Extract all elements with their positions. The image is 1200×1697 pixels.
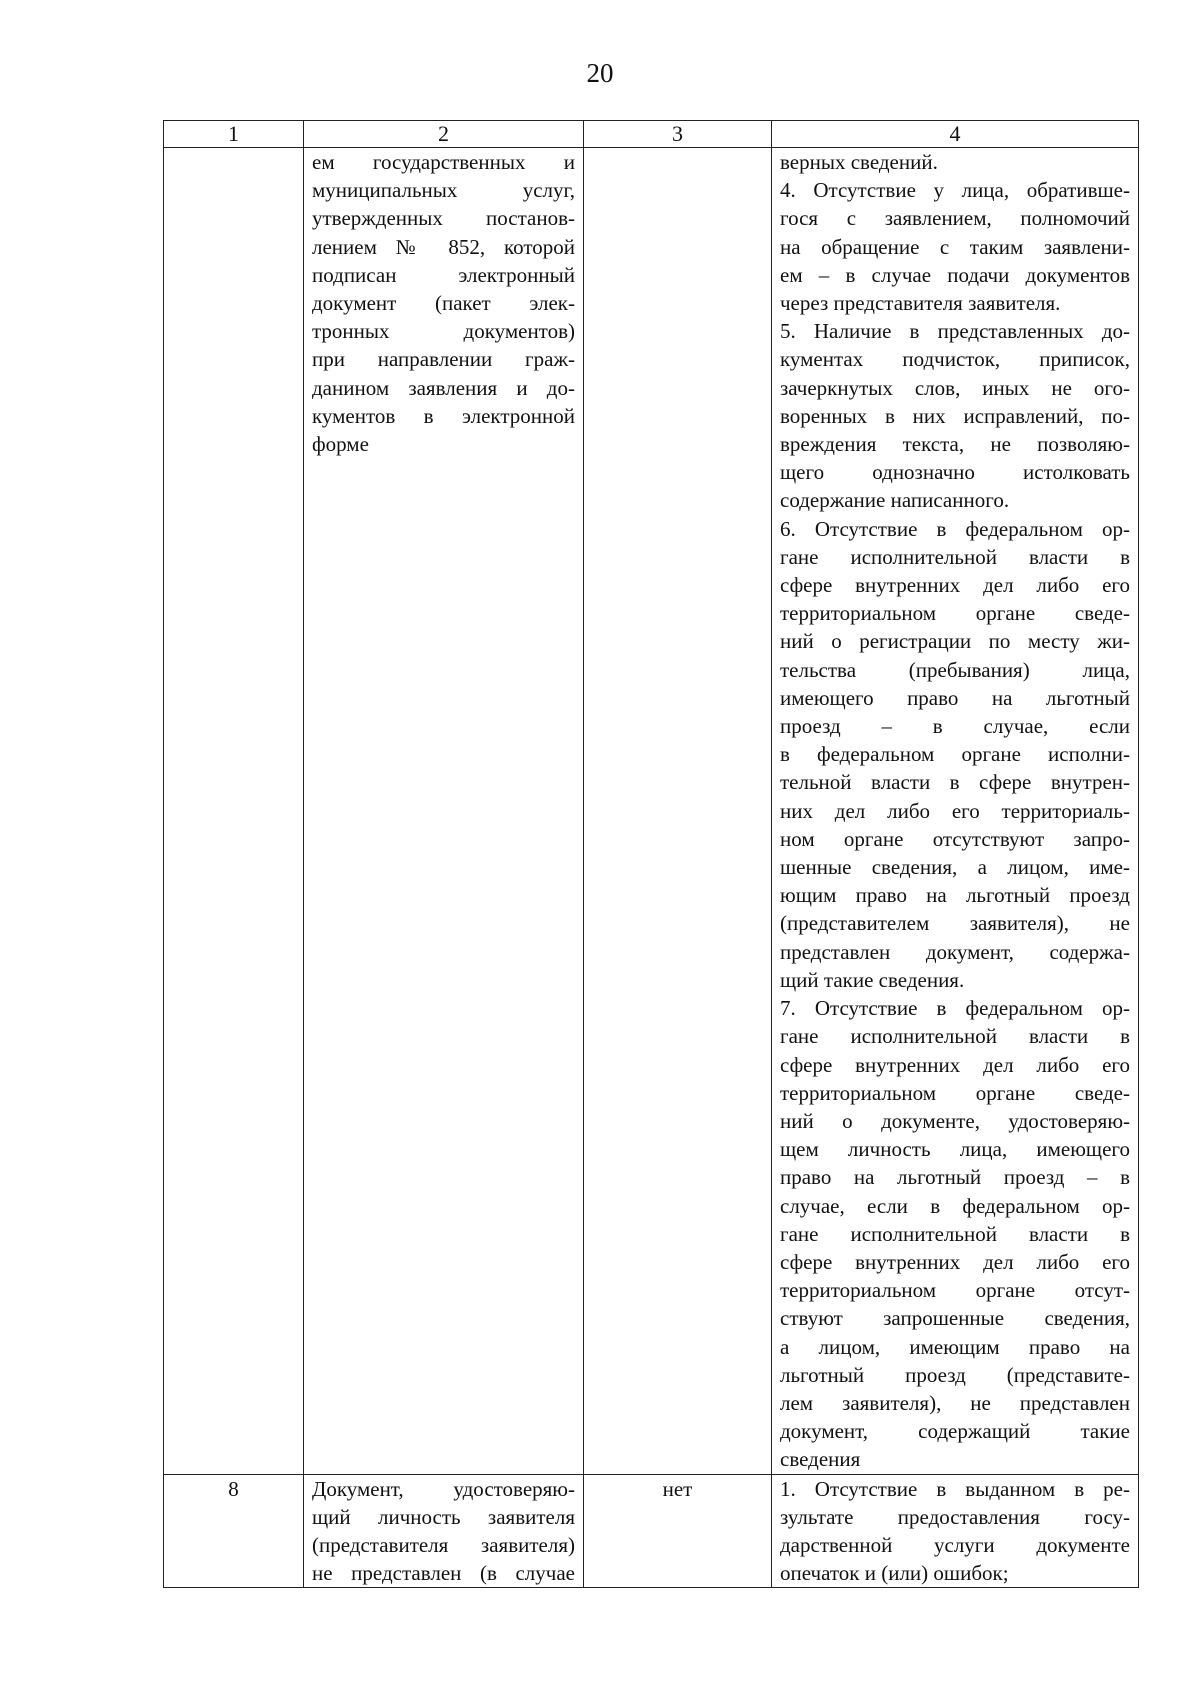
text-line: гане исполнительной власти в [780, 544, 1130, 569]
cell-flag: нет [584, 1474, 772, 1588]
text-line: при направлении граж- [312, 347, 575, 372]
text-line: содержание написанного. [780, 488, 1010, 513]
text-line: документ (пакет элек- [312, 291, 575, 316]
text-line: них дел либо его территориаль- [780, 798, 1130, 823]
text-line: верных сведений. [780, 150, 938, 174]
text-line: сфере внутренних дел либо его [780, 1052, 1130, 1077]
text-line: щий личность заявителя [312, 1504, 575, 1529]
column-header-4: 4 [772, 121, 1139, 148]
text-line: случае, если в федеральном ор- [780, 1193, 1130, 1218]
text-line: кументах подчисток, приписок, [780, 347, 1130, 372]
text-line: 1. Отсутствие в выданном в ре- [780, 1476, 1130, 1501]
text-line: 7. Отсутствие в федеральном ор- [780, 996, 1130, 1021]
text-line: сведения [780, 1447, 861, 1472]
text-line: тельства (пребывания) лица, [780, 657, 1130, 682]
text-line: гане исполнительной власти в [780, 1221, 1130, 1246]
text-line: ний о документе, удостоверяю- [780, 1108, 1130, 1133]
text-line: на обращение с таким заявлени- [780, 234, 1130, 259]
text-line: ствуют запрошенные сведения, [780, 1306, 1130, 1331]
text-line: муниципальных услуг, [312, 178, 575, 203]
text-line: в федеральном органе исполни- [780, 742, 1130, 767]
cell-number [164, 148, 304, 1475]
text-line: (представителя заявителя) [312, 1532, 575, 1557]
text-line: тронных документов) [312, 319, 575, 344]
text-line: ем – в случае подачи документов [780, 262, 1130, 287]
cell-flag [584, 148, 772, 1475]
text-line: через представителя заявителя. [780, 291, 1061, 316]
text-line: 4. Отсутствие у лица, обративше- [780, 178, 1130, 203]
column-header-3: 3 [584, 121, 772, 148]
text-line: щего однозначно истолковать [780, 460, 1130, 485]
column-header-1: 1 [164, 121, 304, 148]
text-line: право на льготный проезд – в [780, 1165, 1130, 1190]
text-line: ющим право на льготный проезд [780, 883, 1130, 908]
text-line: дарственной услуги документе [780, 1532, 1130, 1557]
text-line: территориальном органе сведе- [780, 601, 1130, 626]
text-line: подписан электронный [312, 262, 575, 287]
text-line: территориальном органе отсут- [780, 1278, 1130, 1303]
text-line: льготный проезд (представите- [780, 1362, 1130, 1387]
text-line: представлен документ, содержа- [780, 939, 1130, 964]
text-line: лением № 852, которой [312, 234, 575, 259]
text-line: шенные сведения, а лицом, име- [780, 855, 1130, 880]
cell-grounds [772, 1474, 1139, 1588]
cell-number: 8 [164, 1474, 304, 1588]
text-line: форме [312, 432, 369, 457]
text-line: тельной власти в сфере внутрен- [780, 770, 1130, 795]
table-row [164, 1474, 1139, 1588]
text-line: проезд – в случае, если [780, 714, 1130, 739]
text-line: ном органе отсутствуют запро- [780, 826, 1130, 851]
page-number: 20 [586, 58, 614, 88]
text-line: Документ, удостоверяю- [312, 1476, 575, 1501]
text-line: воренных в них исправлений, по- [780, 403, 1130, 428]
text-line: опечаток и (или) ошибок; [780, 1561, 1009, 1586]
text-line: утвержденных постанов- [312, 206, 575, 231]
cell-document [304, 148, 584, 1475]
table-header-row [164, 121, 1139, 148]
text-line: щем личность лица, имеющего [780, 1137, 1130, 1162]
text-line: данином заявления и до- [312, 375, 575, 400]
text-line: вреждения текста, не позволяю- [780, 432, 1130, 457]
table-row [164, 148, 1139, 1475]
text-line: 6. Отсутствие в федеральном ор- [780, 516, 1130, 541]
text-line: щий такие сведения. [780, 967, 965, 992]
text-line: лем заявителя), не представлен [780, 1390, 1130, 1415]
text-line: гося с заявлением, полномочий [780, 206, 1130, 231]
cell-document [304, 1474, 584, 1588]
document-table [163, 120, 1139, 1588]
text-line: территориальном органе сведе- [780, 1080, 1130, 1105]
cell-grounds [772, 148, 1139, 1475]
text-line: не представлен (в случае [312, 1561, 575, 1586]
text-line: (представителем заявителя), не [780, 911, 1130, 936]
text-line: сфере внутренних дел либо его [780, 1249, 1130, 1274]
text-line: сфере внутренних дел либо его [780, 573, 1130, 598]
text-line: имеющего право на льготный [780, 685, 1130, 710]
text-line: зультате предоставления госу- [780, 1504, 1130, 1529]
text-line: ем государственных и [312, 150, 575, 174]
text-line: 5. Наличие в представленных до- [780, 319, 1130, 344]
text-line: а лицом, имеющим право на [780, 1334, 1130, 1359]
column-header-2: 2 [304, 121, 584, 148]
text-line: кументов в электронной [312, 403, 575, 428]
text-line: гане исполнительной власти в [780, 1024, 1130, 1049]
text-line: зачеркнутых слов, иных не ого- [780, 375, 1130, 400]
text-line: документ, содержащий такие [780, 1419, 1130, 1444]
text-line: ний о регистрации по месту жи- [780, 629, 1130, 654]
